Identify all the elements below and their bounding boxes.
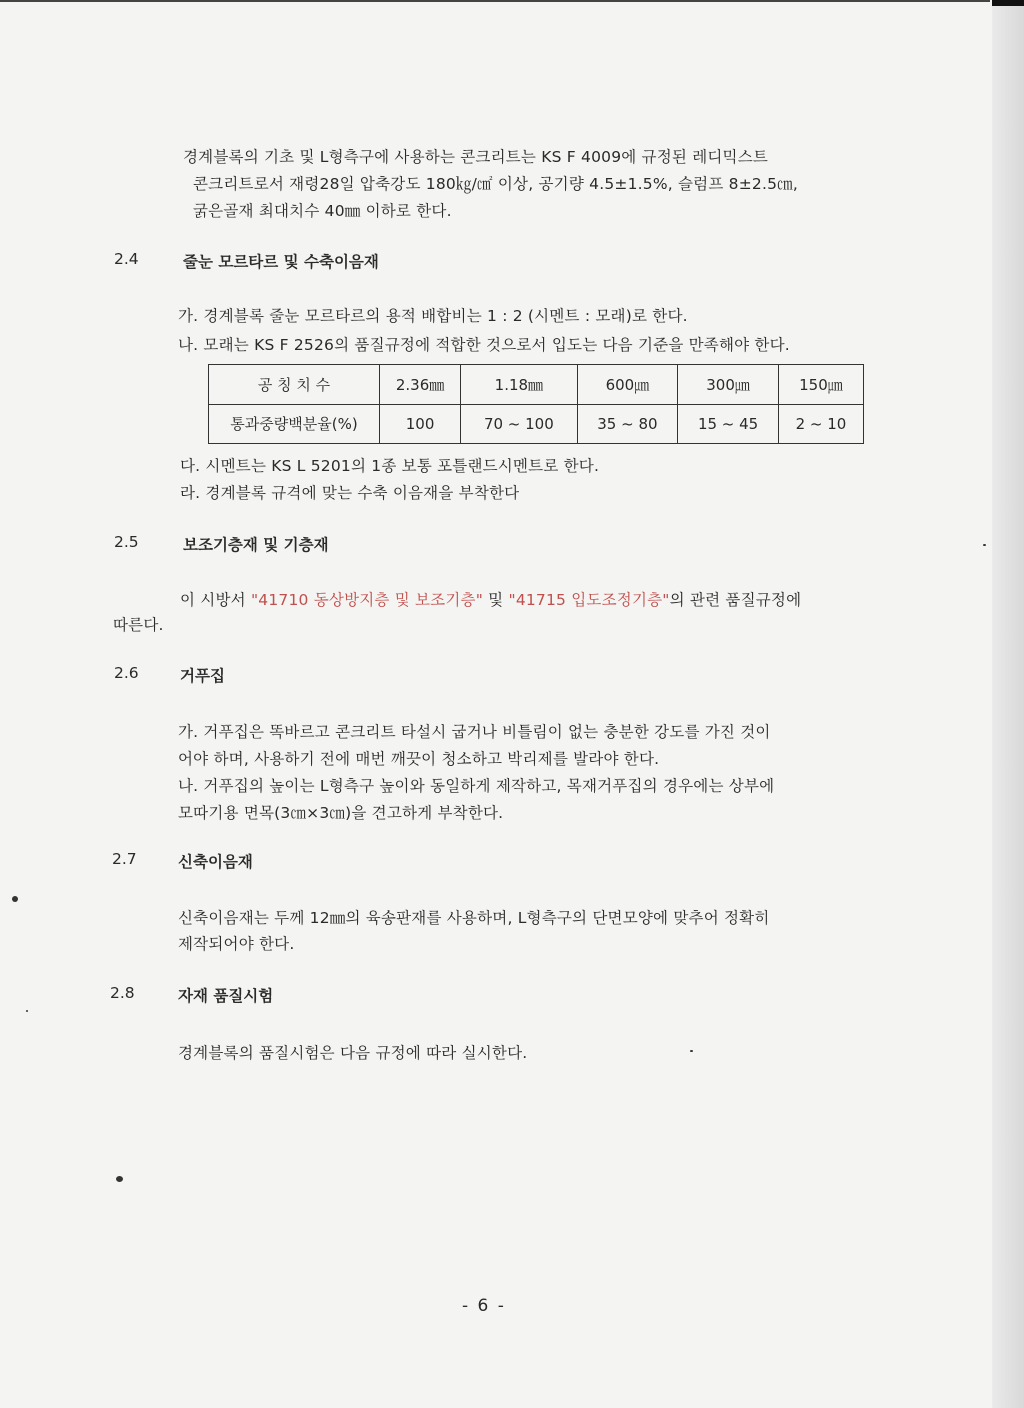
item-na-sand: 나. 모래는 KS F 2526의 품질규정에 적합한 것으로서 입도는 다음 기준을 만족해야 한다. <box>178 336 790 354</box>
intro-line-2: 콘크리트로서 재령28일 압축강도 180㎏/㎠ 이상, 공기량 4.5±1.5%, 슬럼프 8±2.5㎝, <box>193 175 798 193</box>
page-number: - 6 - <box>462 1296 506 1316</box>
s25-paragraph-line-1 <box>180 588 801 610</box>
section-number-2-6: 2.6 <box>114 664 139 682</box>
s28-line-1: 경계블록의 품질시험은 다음 규정에 따라 실시한다. <box>178 1044 528 1062</box>
table-value-cell: 100 <box>380 404 461 444</box>
table-value-cell: 70 ~ 100 <box>461 404 577 444</box>
s25-text-c: 의 관련 품질규정에 <box>669 591 802 609</box>
item-da-cement: 다. 시멘트는 KS L 5201의 1종 보통 포틀랜드시멘트로 한다. <box>180 457 600 475</box>
section-number-2-8: 2.8 <box>110 984 135 1002</box>
sand-grading-table <box>208 364 864 444</box>
reference-41710: "41710 동상방지층 및 보조기층" <box>250 591 484 609</box>
s26-line-3: 나. 거푸집의 높이는 L형측구 높이와 동일하게 제작하고, 목재거푸집의 경우에는 상부에 <box>178 777 775 795</box>
table-value-cell: 15 ~ 45 <box>678 404 779 444</box>
scan-speck <box>690 1050 693 1052</box>
item-ga-mortar-mix: 가. 경계블록 줄눈 모르타르의 용적 배합비는 1 : 2 (시멘트 : 모래)로 한다. <box>178 307 688 325</box>
section-title-2-4: 줄눈 모르타르 및 수축이음재 <box>183 253 379 271</box>
section-number-2-7: 2.7 <box>112 850 137 868</box>
s27-line-1: 신축이음재는 두께 12㎜의 육송판재를 사용하며, L형측구의 단면모양에 맞추어 정확히 <box>178 909 770 927</box>
s26-line-1: 가. 거푸집은 똑바르고 콘크리트 타설시 굽거나 비틀림이 없는 충분한 강도를 가진 것이 <box>178 723 771 741</box>
section-title-2-7: 신축이음재 <box>178 853 253 871</box>
reference-41715: "41715 입도조정기층" <box>508 591 670 609</box>
s25-paragraph-line-2: 따른다. <box>113 616 164 634</box>
item-ra-joint: 라. 경계블록 규격에 맞는 수축 이음재을 부착한다 <box>180 484 520 502</box>
scan-corner <box>992 0 1024 6</box>
intro-line-3: 굵은골재 최대치수 40㎜ 이하로 한다. <box>193 202 452 220</box>
table-size-cell: 300㎛ <box>678 365 779 405</box>
table-value-cell: 35 ~ 80 <box>577 404 678 444</box>
section-title-2-6: 거푸집 <box>180 667 225 685</box>
section-title-2-8: 자재 품질시험 <box>178 987 274 1005</box>
scan-right-edge <box>992 0 1024 1408</box>
s26-line-4: 모따기용 면목(3㎝×3㎝)을 견고하게 부착한다. <box>178 804 504 822</box>
table-size-cell: 2.36㎜ <box>380 365 461 405</box>
table-size-cell: 600㎛ <box>577 365 678 405</box>
table-size-cell: 1.18㎜ <box>461 365 577 405</box>
table-row-values <box>209 404 864 444</box>
s27-line-2: 제작되어야 한다. <box>178 935 295 953</box>
scan-speck <box>116 1176 123 1182</box>
scan-speck <box>12 896 18 902</box>
table-row-label: 통과중량백분율(%) <box>209 404 380 444</box>
scan-speck <box>983 544 986 546</box>
s25-text-a: 이 시방서 <box>180 591 251 609</box>
table-row-sizes <box>209 365 864 405</box>
section-title-2-5: 보조기층재 및 기층재 <box>183 536 329 554</box>
table-value-cell: 2 ~ 10 <box>778 404 863 444</box>
section-number-2-5: 2.5 <box>114 533 139 551</box>
table-size-cell: 150㎛ <box>778 365 863 405</box>
scan-top-edge <box>0 0 990 2</box>
intro-line-1: 경계블록의 기초 및 L형측구에 사용하는 콘크리트는 KS F 4009에 규정된 레디믹스트 <box>183 148 769 166</box>
s26-line-2: 어야 하며, 사용하기 전에 매번 깨끗이 청소하고 박리제를 발라야 한다. <box>178 750 660 768</box>
section-number-2-4: 2.4 <box>114 250 139 268</box>
table-head-label: 공 칭 치 수 <box>209 365 380 405</box>
s25-text-b: 및 <box>483 591 509 609</box>
scan-speck <box>26 1010 28 1012</box>
